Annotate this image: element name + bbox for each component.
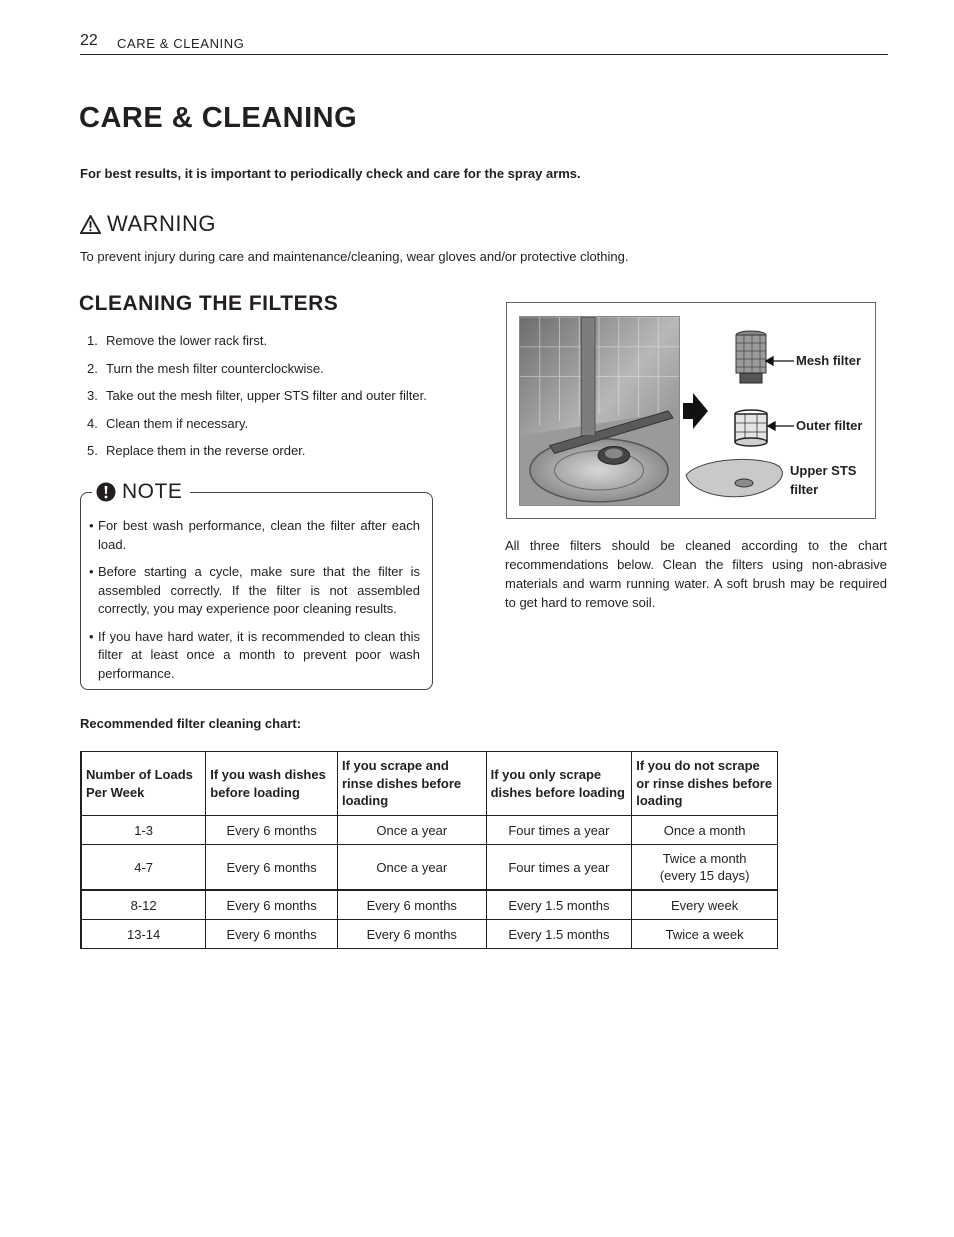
list-item: 2. Turn the mesh filter counterclockwise. xyxy=(87,360,324,376)
table-row xyxy=(81,920,778,949)
warning-triangle-icon xyxy=(80,215,101,234)
list-item: • If you have hard water, it is recommended to clean this filter at least once a month to prevent poor wash performance. xyxy=(89,628,420,684)
mesh-filter-label: Mesh filter xyxy=(796,353,862,368)
sts-filter-shape xyxy=(686,459,782,496)
table-cell: Every 6 months xyxy=(337,890,486,920)
filter-diagram xyxy=(506,302,876,519)
table-header: If you do not scrape or rinse dishes before loading xyxy=(632,752,778,816)
table-cell: Every 1.5 months xyxy=(486,890,632,920)
table-cell: Every 6 months xyxy=(206,920,338,949)
exclamation-circle-icon xyxy=(96,482,116,502)
intro-text: For best results, it is important to periodically check and care for the spray arms. xyxy=(80,166,581,181)
list-item: 5. Replace them in the reverse order. xyxy=(87,443,306,458)
table-cell: 1-3 xyxy=(81,816,206,845)
table-row xyxy=(81,816,778,845)
outer-filter-shape xyxy=(735,410,767,446)
table-cell: 8-12 xyxy=(81,890,206,920)
cleaning-filters-heading: CLEANING THE FILTERS xyxy=(79,292,339,315)
table-cell: Every 6 months xyxy=(337,920,486,949)
filter-cleaning-table xyxy=(80,751,778,949)
table-header: If you scrape and rinse dishes before loading xyxy=(337,752,486,816)
table-cell: Once a year xyxy=(337,816,486,845)
filter-description: All three filters should be cleaned according to the chart recommendations below. Clean the filters using non-abrasive materials and warm running water. A soft brush may be required to get hard to remove soil. xyxy=(505,538,887,610)
table-header-row xyxy=(81,752,778,816)
outer-filter-label: Outer filter xyxy=(796,418,863,433)
table-cell: Twice a month (every 15 days) xyxy=(632,845,778,891)
list-item: • For best wash performance, clean the filter after each load. xyxy=(89,517,420,554)
page-title: CARE & CLEANING xyxy=(79,102,358,134)
note-heading xyxy=(92,478,190,506)
table-cell: Every 6 months xyxy=(206,816,338,845)
table-cell: Four times a year xyxy=(486,845,632,891)
list-item: • Before starting a cycle, make sure that the filter is assembled correctly. If the filter is not assembled correctly, you may experience poor cleaning results. xyxy=(89,563,420,619)
list-item: 3. Take out the mesh filter, upper STS filter and outer filter. xyxy=(87,388,427,403)
header-section: CARE & CLEANING xyxy=(117,36,245,51)
dishwasher-interior-photo xyxy=(519,316,680,506)
table-header: Number of Loads Per Week xyxy=(81,752,206,816)
table-cell: Once a month xyxy=(632,816,778,845)
table-cell: Four times a year xyxy=(486,816,632,845)
table-row xyxy=(81,845,778,891)
page-header xyxy=(80,32,888,55)
note-title: NOTE xyxy=(122,480,183,503)
table-cell: Once a year xyxy=(337,845,486,891)
sts-filter-label-line1: Upper STS xyxy=(790,463,857,478)
warning-text: To prevent injury during care and maintenance/cleaning, wear gloves and/or protective clothing. xyxy=(80,249,629,264)
list-item: 4. Clean them if necessary. xyxy=(87,415,249,431)
list-item: 1. Remove the lower rack first. xyxy=(87,333,268,348)
warning-title: WARNING xyxy=(107,211,217,236)
table-row xyxy=(81,890,778,920)
sts-filter-label-line2: filter xyxy=(790,482,819,497)
table-cell: 13-14 xyxy=(81,920,206,949)
chart-title: Recommended filter cleaning chart: xyxy=(80,716,302,731)
table-cell: 4-7 xyxy=(81,845,206,891)
table-cell: Every 6 months xyxy=(206,890,338,920)
warning-heading xyxy=(80,210,216,238)
table-cell: Every week xyxy=(632,890,778,920)
table-cell: Twice a week xyxy=(632,920,778,949)
table-cell: Every 6 months xyxy=(206,845,338,891)
mesh-filter-shape xyxy=(736,331,766,383)
steps-list xyxy=(87,333,427,471)
table-cell: Every 1.5 months xyxy=(486,920,632,949)
page-number: 22 xyxy=(80,32,98,49)
table-header: If you wash dishes before loading xyxy=(206,752,338,816)
note-list xyxy=(89,517,420,692)
table-header: If you only scrape dishes before loading xyxy=(486,752,632,816)
